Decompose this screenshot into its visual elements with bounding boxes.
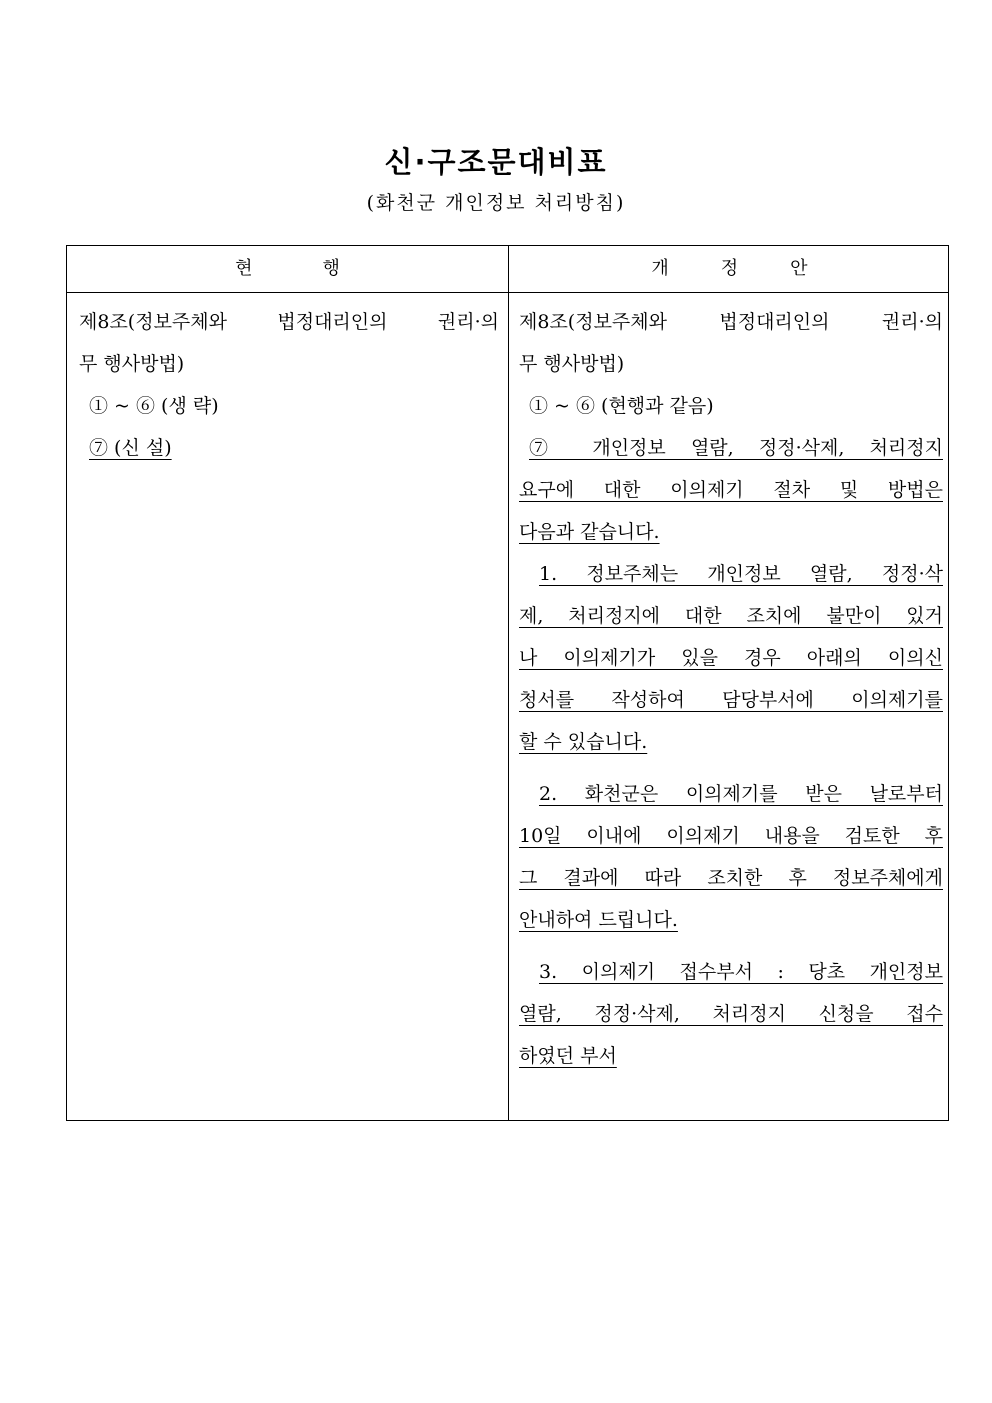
revised-article-line-2: 무 행사방법) — [519, 353, 625, 375]
page-title: 신·구조문대비표 — [384, 145, 608, 179]
revised-point-1-line: 1. 정보주체는 개인정보 열람, 정정·삭 — [539, 563, 943, 585]
revised-point-2-line: 10일 이내에 이의제기 내용을 검토한 후 — [519, 825, 943, 847]
revised-point-3-line: 열람, 정정·삭제, 처리정지 신청을 접수 — [519, 1003, 943, 1025]
spacer — [519, 941, 943, 951]
comparison-table — [66, 245, 949, 1121]
current-article-line-2: 무 행사방법) — [79, 353, 185, 375]
revised-point-1-line: 나 이의제기가 있을 경우 아래의 이의신 — [519, 647, 943, 669]
current-text-column — [79, 301, 499, 469]
current-item-7 — [79, 427, 499, 469]
revised-point-2-line: 그 결과에 따라 조치한 후 정보주체에게 — [519, 867, 943, 889]
revised-article-line-1: 제8조(정보주체와 법정대리인의 권리·의 — [519, 311, 943, 333]
revised-point-2-line: 2. 화천군은 이의제기를 받은 날로부터 — [539, 783, 943, 805]
column-divider — [508, 246, 509, 1120]
revised-point-3-line: 3. 이의제기 접수부서 : 당초 개인정보 — [539, 961, 943, 983]
revised-point-2-line: 안내하여 드립니다. — [519, 909, 678, 931]
current-item-7-text: ⑦ (신 설) — [89, 437, 172, 459]
revised-item-7-line: ⑦ 개인정보 열람, 정정·삭제, 처리정지 — [529, 437, 943, 459]
header-divider — [67, 292, 948, 293]
revised-point-1-line: 할 수 있습니다. — [519, 731, 648, 753]
revised-point-1-line: 제, 처리정지에 대한 조치에 불만이 있거 — [519, 605, 943, 627]
revised-point-1-line: 청서를 작성하여 담당부서에 이의제기를 — [519, 689, 943, 711]
revised-item-7-line: 요구에 대한 이의제기 절차 및 방법은 — [519, 479, 943, 501]
revised-text-column — [519, 301, 943, 1077]
current-article-line-1: 제8조(정보주체와 법정대리인의 권리·의 — [79, 311, 499, 333]
header-current: 현행 — [235, 258, 410, 279]
header-revised: 개정안 — [651, 258, 860, 279]
spacer — [519, 763, 943, 773]
revised-item-1-6: ① ~ ⑥ (현행과 같음) — [529, 395, 714, 417]
current-item-1-6: ① ~ ⑥ (생 략) — [89, 395, 219, 417]
revised-item-7-line: 다음과 같습니다. — [519, 521, 660, 543]
revised-point-3-line: 하였던 부서 — [519, 1045, 617, 1067]
page-subtitle: (화천군 개인정보 처리방침) — [366, 192, 626, 214]
